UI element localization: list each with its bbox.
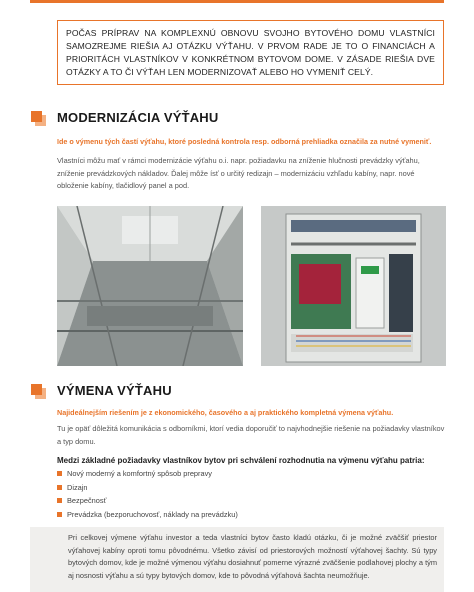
list-item: Prevádzka (bezporuchovosť, náklady na prevádzku) bbox=[57, 508, 238, 522]
requirements-list bbox=[57, 467, 238, 521]
intro-box bbox=[57, 20, 444, 85]
bullet-icon bbox=[57, 485, 62, 490]
summary-text: Pri celkovej výmene výťahu investor a teda vlastníci bytov často kladú otázku, či je možné zväčšiť priestor výťahovej kabíny oproti tomu pôvodnému. Všetko závisí od priestorových možností výťahovej šachty. Sú typy bytových domov, kde je možné výmenou výťahu dosiahnuť pomerne výrazné zväčšenie podlahovej plochy a tým aj nosnosti výťahu a sú typy bytových domov, kde to pôvodná výťahová šachta neumožňuje. bbox=[68, 533, 437, 581]
bullet-icon bbox=[57, 471, 62, 476]
modernization-title: MODERNIZÁCIA VÝŤAHU bbox=[57, 110, 219, 125]
section-marker-icon bbox=[31, 111, 46, 126]
replacement-paragraph: Tu je opäť dôležitá komunikácia s odborníkmi, ktorí vedia doporučiť to najvhodnejšie riešenie na požiadavky vlastníkov a typ domu. bbox=[57, 424, 445, 446]
control-panel-photo bbox=[261, 206, 446, 366]
elevator-shaft-photo bbox=[57, 206, 243, 366]
list-item: Bezpečnosť bbox=[57, 494, 238, 508]
intro-text: POČAS PRÍPRAV NA KOMPLEXNÚ OBNOVU SVOJHO BYTOVÉHO DOMU VLASTNÍCI SAMOZREJME RIEŠIA AJ OTÁZKU VÝŤAHU. V PRVOM RADE JE TO O FINANCIÁCH A PRIORITÁCH VLASTNÍKOV V KONKRÉTNOM BYTOVOM DOME. V ZÁSADE RIEŠIA DVE OTÁZKY A TO ČI VÝŤAH LEN MODERNIZOVAŤ ALEBO HO VYMENIŤ CELÝ. bbox=[66, 28, 435, 77]
requirements-title: Medzi základné požiadavky vlastníkov bytov pri schválení rozhodnutia na výmenu výťahu patria: bbox=[57, 456, 425, 465]
section-marker-icon bbox=[31, 384, 46, 399]
list-item: Dizajn bbox=[57, 481, 238, 495]
modernization-paragraph: Vlastníci môžu mať v rámci modernizácie výťahu o.i. napr. požiadavku na zníženie hlučnosti prevádzky výťahu, zníženie prevádzkových nákladov. Ďalej môže ísť o určitý redizajn – modernizáciu vzhľadu kabíny, napr. nové obloženie kabíny, tlačidlový panel a pod. bbox=[57, 156, 420, 190]
bullet-icon bbox=[57, 498, 62, 503]
replacement-title: VÝMENA VÝŤAHU bbox=[57, 383, 172, 398]
summary-box bbox=[30, 527, 444, 592]
list-item: Nový moderný a komfortný spôsob prepravy bbox=[57, 467, 238, 481]
replacement-lead: Najideálnejším riešením je z ekonomického, časového a aj praktického kompletná výmena výťahu. bbox=[57, 408, 394, 417]
top-accent-bar bbox=[30, 0, 444, 3]
modernization-lead: Ide o výmenu tých častí výťahu, ktoré posledná kontrola resp. odborná prehliadka označila za nutné vymeniť. bbox=[57, 137, 432, 146]
bullet-icon bbox=[57, 512, 62, 517]
